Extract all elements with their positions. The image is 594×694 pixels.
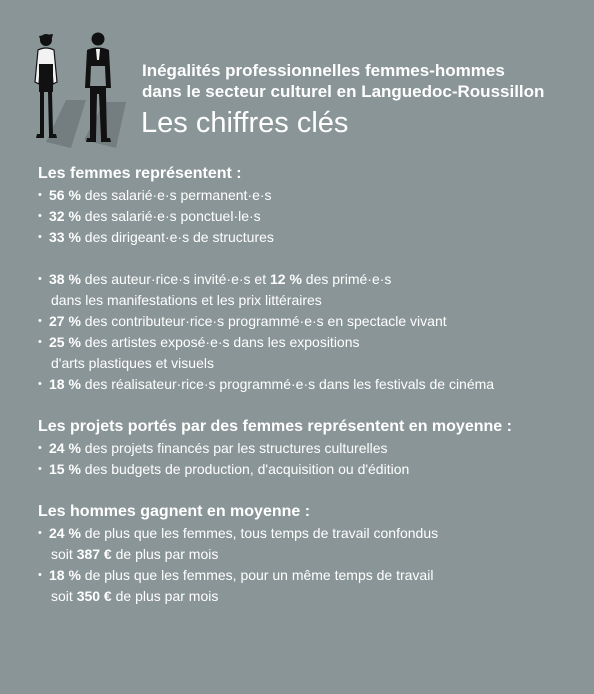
list-item: • 15 % des budgets de production, d'acquisition ou d'édition: [38, 459, 588, 480]
women-list-2: [38, 269, 588, 395]
subtitle: [142, 60, 582, 102]
section-heading-projects: Les projets portés par des femmes représentent en moyenne :: [38, 418, 512, 435]
list-item: • 25 % des artistes exposé·e·s dans les expositions d'arts plastiques et visuels: [38, 332, 588, 374]
subtitle-line-1: Inégalités professionnelles femmes-hommes: [142, 61, 505, 80]
men-salary-list: [38, 523, 588, 607]
list-item: • 24 % des projets financés par les structures culturelles: [38, 438, 588, 459]
page-title: Les chiffres clés: [141, 107, 349, 139]
subtitle-line-2: dans le secteur culturel en Languedoc-Roussillon: [142, 82, 545, 101]
section-heading-women: Les femmes représentent :: [38, 165, 242, 182]
list-item: • 27 % des contributeur·rice·s programmé·e·s en spectacle vivant: [38, 311, 588, 332]
spacer: [38, 248, 588, 269]
key-figures-content: [38, 163, 588, 607]
list-item: • 56 % des salarié·e·s permanent·e·s: [38, 185, 588, 206]
list-item: • 32 % des salarié·e·s ponctuel·le·s: [38, 206, 588, 227]
list-item: • 38 % des auteur·rice·s invité·e·s et 12 % des primé·e·s dans les manifestations et les prix littéraires: [38, 269, 588, 311]
woman-and-man-figures-icon: [26, 30, 131, 150]
list-item: • 18 % des réalisateur·rice·s programmé·e·s dans les festivals de cinéma: [38, 374, 588, 395]
women-list-1: [38, 185, 588, 248]
projects-list: [38, 438, 588, 480]
spacer: [38, 480, 588, 501]
spacer: [38, 395, 588, 416]
list-item: • 18 % de plus que les femmes, pour un même temps de travail soit 350 € de plus par mois: [38, 565, 588, 607]
header: [142, 60, 582, 140]
section-heading-men-salary: Les hommes gagnent en moyenne :: [38, 503, 311, 520]
list-item: • 33 % des dirigeant·e·s de structures: [38, 227, 588, 248]
list-item: • 24 % de plus que les femmes, tous temps de travail confondus soit 387 € de plus par mois: [38, 523, 588, 565]
